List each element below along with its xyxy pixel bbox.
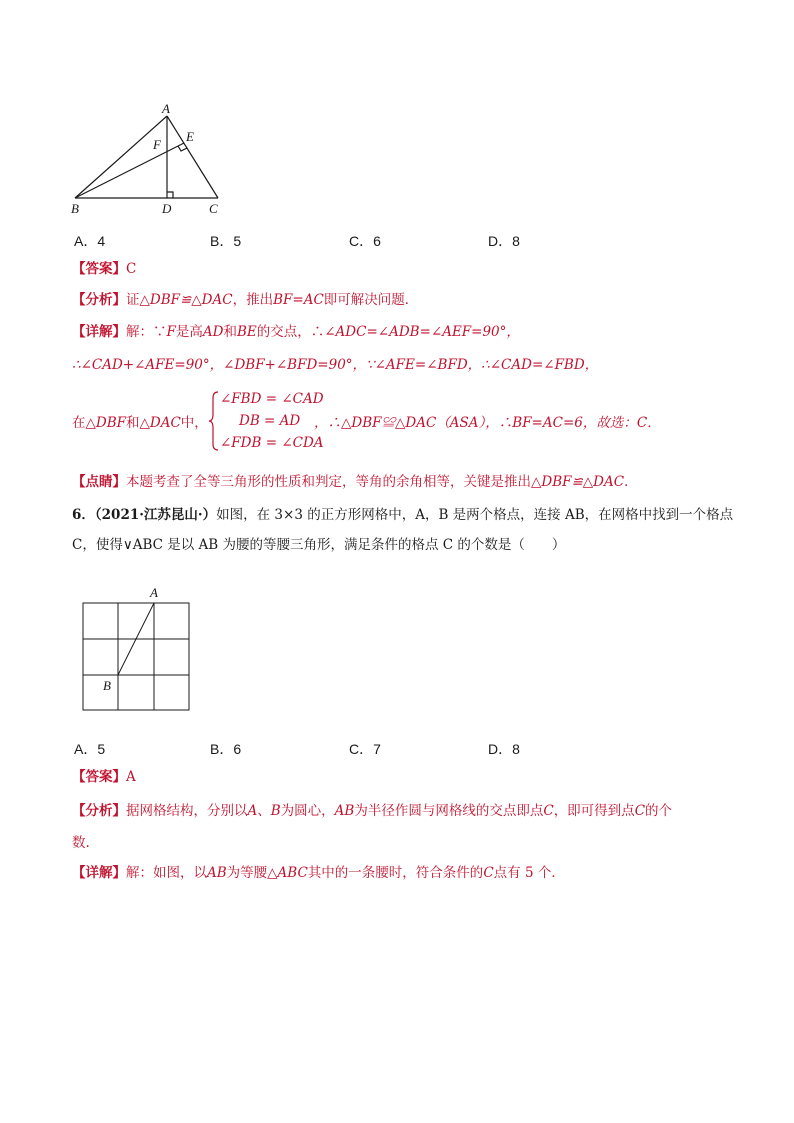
detail-math: BE	[236, 324, 257, 340]
label-e: E	[186, 129, 194, 144]
detail-text: 为等腰	[226, 865, 268, 881]
q5-answer	[72, 259, 136, 279]
q5-analysis	[72, 290, 418, 310]
label-b: B	[71, 201, 79, 216]
analysis-math: △DBF≌△DAC	[139, 292, 233, 308]
analysis-math: C	[543, 803, 554, 819]
grid-figure	[78, 584, 198, 716]
label-d: D	[162, 201, 172, 216]
detail-text: 在	[72, 415, 86, 431]
analysis-math: C	[634, 803, 646, 819]
label-c: C	[209, 201, 218, 216]
analysis-text: ，推出	[232, 292, 274, 308]
q6-option-c: C．7	[349, 741, 381, 757]
answer-tag: 【答案】	[72, 769, 126, 785]
analysis-tag: 【分析】	[72, 292, 126, 308]
grid-border	[83, 603, 189, 710]
q5-option-d: D．8	[488, 233, 520, 249]
q6-option-d: D．8	[488, 741, 520, 757]
analysis-math: BF=AC	[273, 292, 324, 308]
question-source: （2021·江苏昆山·）	[94, 507, 217, 523]
detail-math: △DBF	[85, 415, 126, 431]
analysis-text: ，即可得到点	[553, 803, 635, 819]
q5-option-b: B．5	[210, 233, 242, 249]
question-number: 6．	[72, 507, 95, 523]
comment-text: ．	[624, 474, 638, 490]
comment-tag: 【点睛】	[72, 474, 126, 490]
detail-text: 和	[126, 415, 140, 431]
detail-text: 是高	[175, 324, 203, 340]
analysis-text: 的个	[645, 803, 673, 819]
analysis-tag: 【分析】	[72, 803, 126, 819]
q5-detail-line1	[72, 322, 520, 342]
q5-detail-conclusion: ，∴△DBF≌△DAC（ASA），∴BF=AC=6，故选：C．	[314, 415, 661, 431]
q6-question-line1	[72, 505, 733, 525]
label-b: B	[103, 678, 111, 693]
q5-detail-line2: ∴∠CAD+∠AFE=90°，∠DBF+∠BFD=90°，∵∠AFE=∠BFD，∴∠CAD=∠FBD，	[72, 357, 599, 373]
triangle-figure	[60, 100, 240, 220]
detail-text: 的交点，∴∠	[256, 324, 336, 340]
label-a: A	[150, 585, 158, 600]
detail-math: ADC=∠ADB=∠AEF=90°，	[335, 324, 520, 340]
analysis-math: B	[270, 803, 281, 819]
comment-text: 本题考查了全等三角形的性质和判定，等角的余角相等，关键是推出	[126, 474, 531, 490]
analysis-text: 为半径作圆与网格线的交点即点	[354, 803, 544, 819]
brace-symbol	[208, 390, 220, 452]
analysis-text: 为圆心，	[280, 803, 335, 819]
detail-text: 点有 5 个．	[493, 865, 565, 881]
detail-text: 中，	[180, 415, 208, 431]
q6-analysis-line2: 数.	[72, 835, 90, 851]
analysis-text: 证	[126, 292, 140, 308]
detail-text: 解：如图，以	[126, 865, 207, 881]
detail-math: △DAC	[139, 415, 181, 431]
answer-tag: 【答案】	[72, 261, 126, 277]
analysis-text: 据网格结构，分别以	[126, 803, 248, 819]
brace-row-1: ∠FBD = ∠CAD	[220, 391, 324, 407]
q6-answer	[72, 767, 136, 787]
detail-tag: 【详解】	[72, 324, 126, 340]
q6-detail	[72, 863, 565, 883]
q6-analysis-line1	[72, 801, 672, 821]
q6-question-line2: C，使得∨ABC 是以 AB 为腰的等腰三角形，满足条件的格点 C 的个数是（ ）	[72, 537, 566, 553]
analysis-math: AB	[334, 803, 355, 819]
answer-value: A	[126, 769, 136, 785]
detail-math: F	[166, 324, 176, 340]
right-angle-d	[167, 192, 173, 198]
analysis-text: 即可解决问题．	[323, 292, 419, 308]
detail-math: AB	[207, 865, 227, 881]
segment-be	[75, 143, 184, 198]
label-a: A	[162, 101, 170, 116]
analysis-text: 、	[257, 803, 271, 819]
q5-option-c: C．6	[349, 233, 381, 249]
label-f: F	[153, 137, 161, 152]
q5-detail-line3	[72, 413, 208, 433]
detail-math: △ABC	[267, 865, 308, 881]
detail-text: 解：∵	[126, 324, 167, 340]
detail-math: AD	[202, 324, 224, 340]
detail-tag: 【详解】	[72, 865, 126, 881]
q6-option-b: B．6	[210, 741, 242, 757]
analysis-math: A	[247, 803, 258, 819]
q5-comment	[72, 472, 638, 492]
detail-text: 其中的一条腰时，符合条件的	[307, 865, 484, 881]
comment-math: △DBF≌△DAC	[531, 474, 625, 490]
brace-row-3: ∠FDB = ∠CDA	[220, 435, 324, 451]
segment-ab	[75, 116, 167, 198]
q5-option-a: A．4	[74, 233, 106, 249]
q6-option-a: A．5	[74, 741, 106, 757]
question-text: 如图，在 3×3 的正方形网格中，A，B 是两个格点，连接 AB，在网格中找到一个格点	[216, 507, 734, 523]
detail-math: C	[483, 865, 494, 881]
brace-row-2: DB = AD	[239, 413, 301, 429]
detail-text: 和	[223, 324, 237, 340]
answer-value: C	[126, 261, 137, 277]
